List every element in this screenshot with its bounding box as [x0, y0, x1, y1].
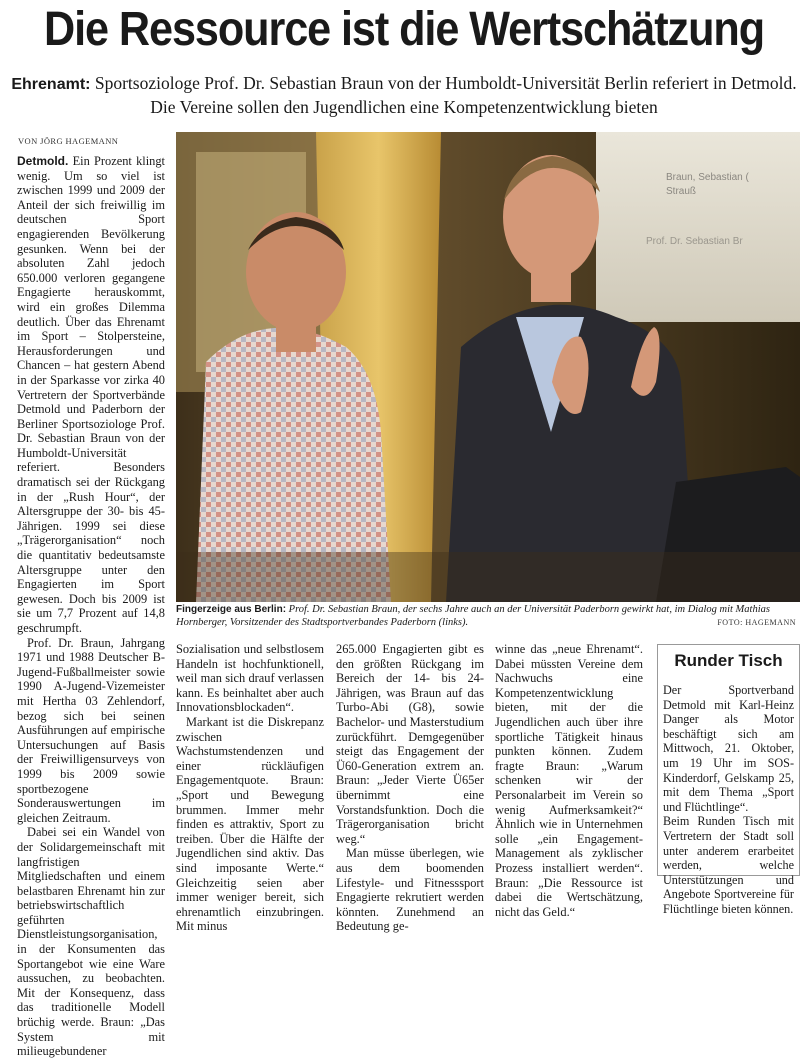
subline-text-1: Sportsoziologe Prof. Dr. Sebastian Braun von der Humboldt-Universität Berlin referiert in Detmold. [94, 73, 797, 93]
subline-text-2: Die Vereine sollen den Jugendlichen eine Kompetenzentwicklung bieten [150, 97, 658, 117]
caption-text: Prof. Dr. Sebastian Braun, der sechs Jahre auch an der Universität Paderborn gewirkt hat, im Dialog mit Mathias Hornberger, Vorsitzender des Stadtsportverbandes Paderborn (links). [176, 604, 770, 628]
paragraph: Man müsse überlegen, wie aus dem boomenden Lifestyle- und Fitnesssport Engagierte rekrutiert werden könnten. Zunehmend an Bedeutung ge- [336, 846, 484, 934]
paragraph: Markant ist die Diskrepanz zwischen Wachstumstendenzen und einer rückläufigen Engagementquote. Braun: „Sport und Bewegung brummen. Immer mehr finden es attraktiv, Sport zu treiben. Über die Hälfte der Jugendlichen sind aktiv. Das sind imposante Werte.“ Gleichzeitig seien aber immer weniger bereit, sich ehrenamtlich einzubringen. Mit minus [176, 714, 324, 934]
photo-caption [176, 603, 798, 629]
article-photo [176, 132, 800, 602]
paragraph: winne das „neue Ehrenamt“. Dabei müssten Vereine dem Nachwuchs eine Kompetenzentwicklung bieten, mit der die Jugendlichen auch über ihre sportliche Tätigkeit hinaus punkten können. Zudem fragte Braun: „Warum schenken wir der Personalarbeit im Verein so wenig Aufmerksamkeit?“ Ähnlich wie in Unternehmen solle „ein Engagement-Management als zyklischer Prozess installiert werden“. Braun: „Die Ressource ist dabei die Wertschätzung, nicht das Geld.“ [495, 642, 643, 919]
paragraph: Prof. Dr. Braun, Jahrgang 1971 und 1988 Deutscher B-Jugend-Fußballmeister sowie 1990 A-Jugend-Vizemeister mit Hertha 03 Zehlendorf, bezog sich bei seinen Ausführungen auf empirische Untersuchungen auf Basis der Freiwilligensurveys von 1999 bis 2009 sowie sportbezogene Sonderauswertungen im gleichen Zeitraum. [17, 635, 165, 825]
article-column-3 [336, 642, 484, 934]
info-box-text [663, 683, 794, 917]
paragraph-text: Ein Prozent klingt wenig. Um so viel ist zwischen 1999 und 2009 der Anteil der sich freiwillig im deutschen Sport engagierenden Bevölkerung gesunken. Wenn bei der absoluten Zahl jedoch 650.000 verloren gegangene Engagierte herauskommt, wird ein großes Dilemma deutlich. Über das Ehrenamt im Sport – Stolpersteine, Herausforderungen und Chancen – hat gestern Abend in der Sparkasse vor zirka 40 Vertretern der Sportverbände Detmold und Paderborn der Berliner Sportsoziologe Prof. Dr. Sebastian Braun von der Humboldt-Universität referiert. Besonders dramatisch sei der Rückgang in der „Rush Hour“, der Altersgruppe der 30- bis 45-Jährigen. 1999 sei diese „Trägerorganisation“ noch die quantitativ bedeutsamste Altersgruppe unter den Engagierten im Sport gewesen. Doch bis 2009 ist sie um 7,7 Prozent auf 14,8 geschrumpft. [17, 154, 165, 635]
paragraph: Beim Runden Tisch mit Vertretern der Stadt soll unter anderem erarbeitet werden, welche Unterstützungen und Angebote Sportvereine für Flüchtlinge bieten können. [663, 814, 794, 916]
article-column-2 [176, 642, 324, 934]
paragraph: Sozialisation und selbstlosem Handeln ist hochfunktionell, weil man sich drauf verlassen kann. Es beinhaltet aber auch Innovationsblockaden“. [176, 642, 324, 715]
slide-text: Prof. Dr. Sebastian Br [646, 236, 743, 247]
paragraph [17, 154, 165, 636]
dateline: Detmold. [17, 154, 69, 168]
article-column-4 [495, 642, 643, 919]
info-box-title: Runder Tisch [674, 651, 783, 670]
article-column-1 [17, 154, 165, 1059]
byline: VON JÖRG HAGEMANN [18, 136, 119, 146]
info-box [657, 644, 800, 916]
article-headline: Die Ressource ist die Wertschätzung [43, 3, 765, 56]
caption-kicker: Fingerzeige aus Berlin: [176, 604, 287, 615]
paragraph: 265.000 Engagierten gibt es den größten Rückgang im Bereich der 14- bis 24-Jährigen, was Braun auf das Turbo-Abi (G8), sowie Bachelor- und Masterstudium zurückführt. Demgegenüber steigt das Engagement der Ü60-Generation extrem an. Braun: „Jeder Vierte Ü65er übernimmt eine Vorstandsfunktion. Doch die Trägerorganisation bricht weg.“ [336, 642, 484, 846]
subline-kicker: Ehrenamt: [11, 76, 91, 93]
photo-illustration [176, 132, 800, 602]
paragraph: Der Sportverband Detmold mit Karl-Heinz Danger als Motor beschäftigt sich am Mittwoch, 21. Oktober, um 19 Uhr im SOS-Kinderdorf, Gelskamp 25, mit dem Thema „Sport und Flüchtlinge“. [663, 683, 794, 814]
slide-text: Braun, Sebastian ( [666, 172, 749, 183]
paragraph: Dabei sei ein Wandel von der Solidargemeinschaft mit langfristigen Mitgliedschaften und einem belastbaren Ehrenamt hin zur betriebswirtschaftlich geführten Dienstleistungsorganisation, in der Konsumenten das Sportangebot wie eine Ware aussuchen, zu beobachten. Mit der Konsequenz, dass das traditionelle Modell brüchig werde. Braun: „Das System mit milieugebundener [17, 825, 165, 1059]
slide-text: Strauß [666, 186, 697, 197]
article-subline [0, 72, 808, 118]
photo-credit: FOTO: HAGEMANN [717, 618, 796, 627]
